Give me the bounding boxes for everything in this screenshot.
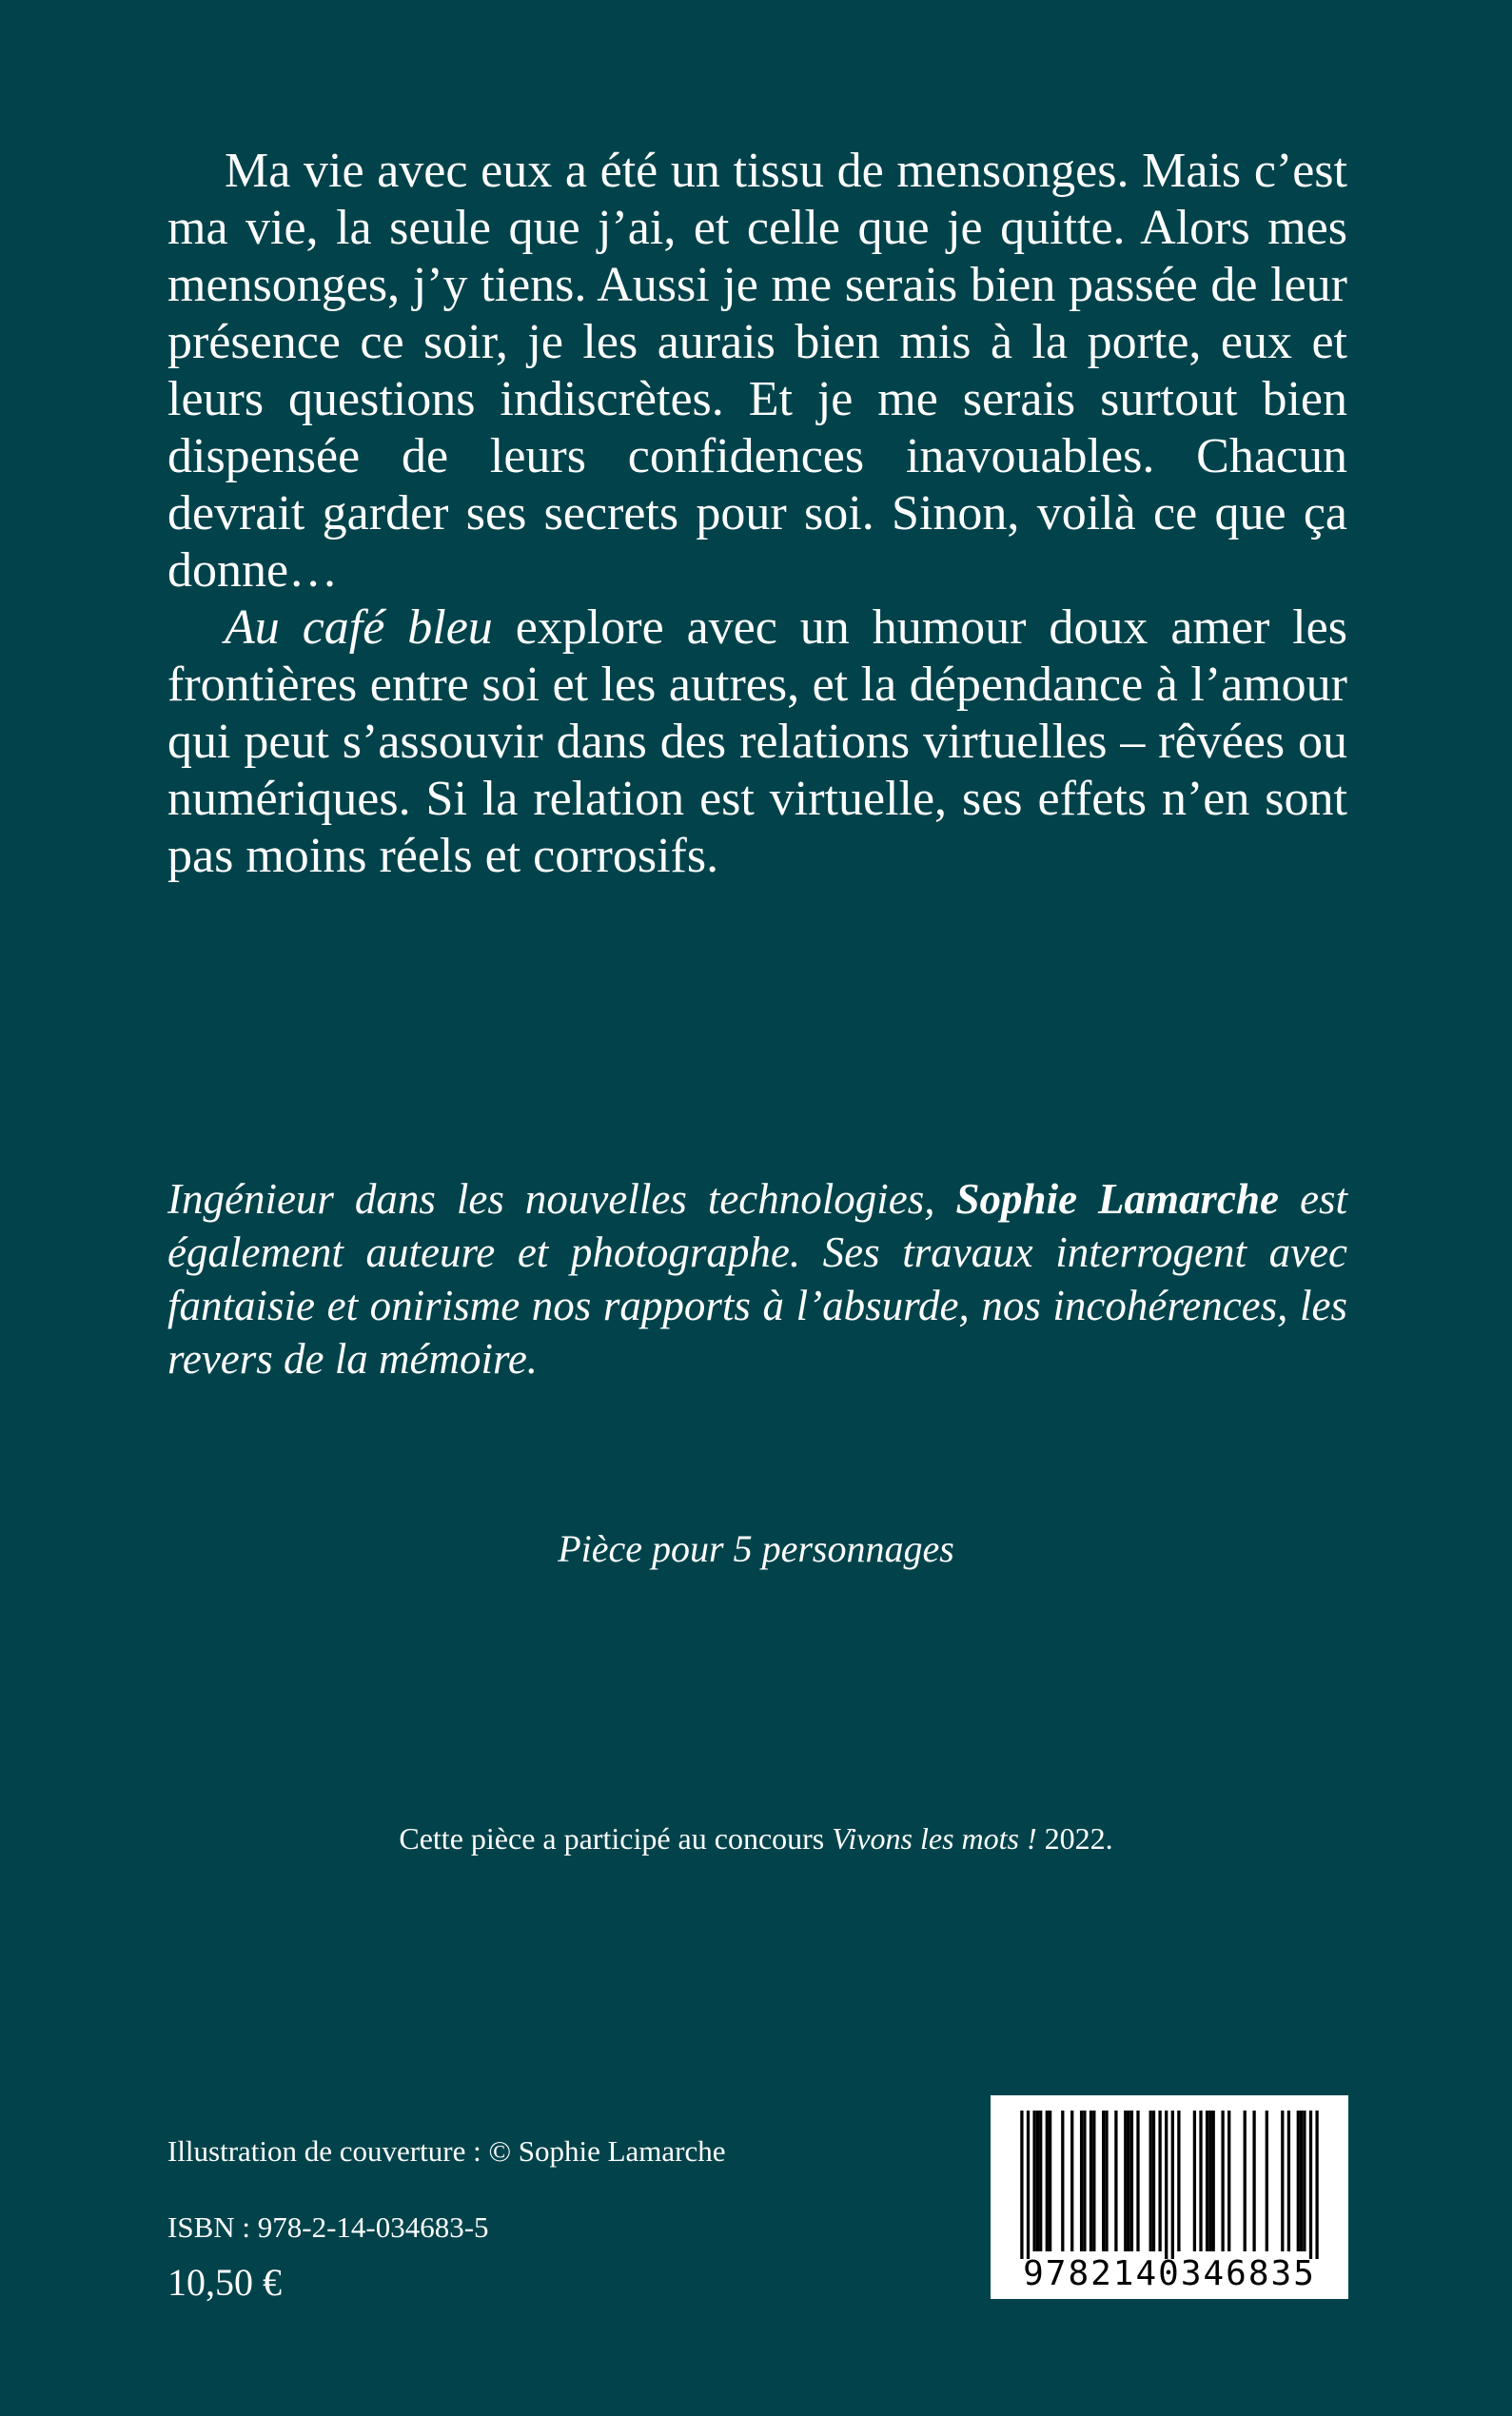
barcode	[991, 2095, 1348, 2299]
barcode-bar	[1300, 2111, 1303, 2251]
barcode-bar	[1252, 2111, 1255, 2251]
barcode-bar	[1136, 2111, 1139, 2251]
play-title: Au café bleu	[225, 600, 493, 655]
bio-intro: Ingénieur dans les nouvelles technologies,	[167, 1175, 956, 1223]
barcode-bar	[1199, 2111, 1202, 2251]
barcode-bar	[1266, 2111, 1268, 2251]
barcode-digits: 9782140346835	[1023, 2254, 1316, 2293]
barcode-bar	[1027, 2111, 1030, 2259]
barcode-bar	[1124, 2111, 1127, 2251]
barcode-bar	[1158, 2111, 1161, 2251]
barcode-bar	[1105, 2111, 1108, 2251]
barcode-bar	[1039, 2111, 1042, 2251]
barcode-bar	[1114, 2111, 1117, 2251]
barcode-bar	[1193, 2111, 1196, 2251]
barcode-bar	[1309, 2111, 1312, 2259]
barcode-bar	[1281, 2111, 1284, 2251]
price: 10,50 €	[167, 2261, 282, 2304]
barcode-bar	[1212, 2111, 1215, 2251]
barcode-bar	[1049, 2111, 1051, 2251]
barcode-bar	[1032, 2111, 1035, 2251]
barcode-bar	[1303, 2111, 1306, 2251]
contest-note	[0, 1817, 1512, 1859]
barcode-bar	[1315, 2111, 1318, 2259]
barcode-bar	[1149, 2111, 1152, 2251]
contest-after: 2022.	[1036, 1821, 1113, 1856]
illustration-credit: Illustration de couverture : © Sophie Lamarche	[167, 2134, 726, 2168]
barcode-bar	[1130, 2111, 1133, 2251]
barcode-bar	[1171, 2111, 1174, 2259]
blurb-paragraph-2-text: explore avec un humour doux amer les frontières entre soi et les autres, et la dépendance à l’amour qui peut s’assouvir dans des relations virtuelles – rêvées ou numériques. Si la relation est virtuelle, ses effets n’en sont pas moins réels et corrosifs.	[167, 600, 1347, 883]
barcode-bar	[1102, 2111, 1105, 2251]
barcode-bar	[1083, 2111, 1086, 2251]
barcode-bar	[1287, 2111, 1290, 2251]
isbn: ISBN : 978-2-14-034683-5	[167, 2210, 489, 2244]
barcode-bar	[1244, 2111, 1247, 2251]
contest-before: Cette pièce a participé au concours	[399, 1821, 833, 1856]
bio-rest: est également auteure et photographe. Ses travaux interrogent avec fantaisie et onirisme nos rapports à l’absurde, nos incohérences, les revers de la mémoire.	[167, 1175, 1347, 1383]
barcode-bar	[1070, 2111, 1073, 2251]
barcode-bar	[1206, 2111, 1208, 2251]
barcode-bar	[1046, 2111, 1049, 2251]
barcode-bar	[1080, 2111, 1083, 2251]
author-bio	[167, 1172, 1347, 1385]
blurb-paragraph-1: Ma vie avec eux a été un tissu de mensonges. Mais c’est ma vie, la seule que j’ai, et celle que je quitte. Alors mes mensonges, j’y tiens. Aussi je me serais bien passée de leur présence ce soir, je les aurais bien mis à la porte, eux et leurs questions indiscrètes. Et je me serais surtout bien dispensée de leurs confidences inavouables. Chacun devrait garder ses secrets pour soi. Sinon, voilà ce que ça donne…	[167, 144, 1347, 598]
barcode-bar	[1221, 2111, 1224, 2251]
barcode-bar	[1092, 2111, 1095, 2251]
barcode-bar	[1177, 2111, 1180, 2251]
barcode-bar	[1061, 2111, 1064, 2251]
blurb	[167, 143, 1347, 885]
barcode-bar	[1127, 2111, 1129, 2251]
barcode-bar	[1036, 2111, 1039, 2251]
barcode-bar	[1297, 2111, 1300, 2251]
barcode-bar	[1165, 2111, 1168, 2259]
barcode-bar	[1090, 2111, 1092, 2251]
blurb-paragraph-2	[167, 599, 1347, 885]
barcode-bar	[1227, 2111, 1230, 2251]
barcode-bar	[1208, 2111, 1211, 2251]
cast-note: Pièce pour 5 personnages	[558, 1527, 954, 1570]
barcode-bar	[1020, 2111, 1023, 2259]
barcode-bar	[1152, 2111, 1155, 2251]
contest-name: Vivons les mots !	[832, 1821, 1037, 1856]
author-name: Sophie Lamarche	[955, 1175, 1280, 1223]
